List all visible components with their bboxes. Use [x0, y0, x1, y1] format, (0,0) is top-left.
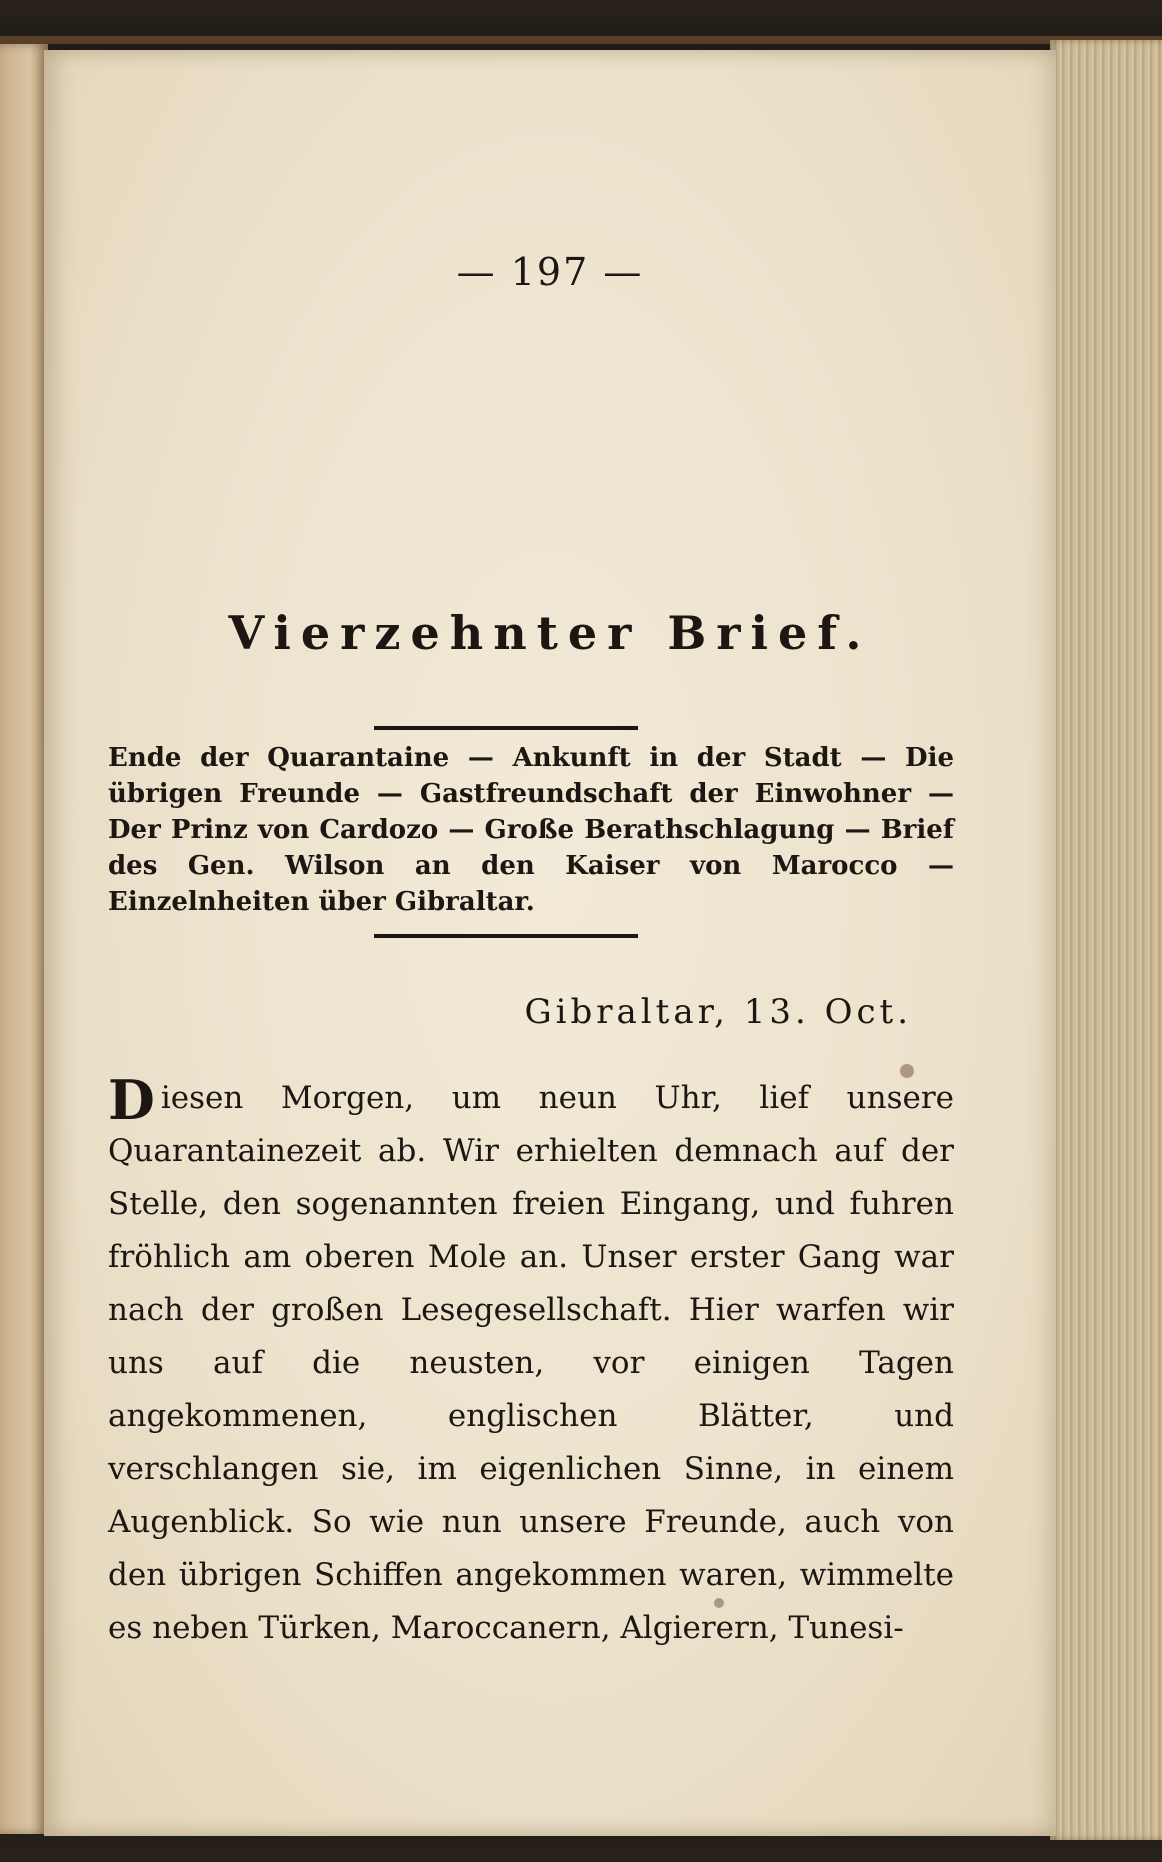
body-paragraph — [108, 1068, 954, 1655]
drop-cap: D — [108, 1068, 155, 1132]
page-number: — 197 — — [456, 250, 644, 294]
book-edge-top — [0, 36, 1162, 44]
rule-bottom — [374, 934, 638, 938]
dateline: Gibraltar, 13. Oct. — [524, 992, 912, 1032]
page-stack-edge — [1050, 40, 1162, 1840]
ink-spot — [714, 1598, 724, 1608]
chapter-summary: Ende der Quarantaine — Ankunft in der Stadt — Die übrigen Freunde — Gastfreundschaft der Einwohner — Der Prinz von Cardozo — Große Berathschlagung — Brief des Gen. Wilson an den Kaiser von Marocco — Einzelnheiten über Gibraltar. — [108, 743, 954, 917]
body-text: iesen Morgen, um neun Uhr, lief unsere Quarantainezeit ab. Wir erhielten demnach auf der Stelle, den sogenannten freien Eingang, und fuhren fröhlich am oberen Mole an. Unser erster Gang war nach der großen Lesegesellschaft. Hier warfen wir uns auf die neusten, vor einigen Tagen angekommenen, englischen Blätter, und verschlangen sie, im eigenlichen Sinne, in einem Augenblick. So wie nun unsere Freunde, auch von den übrigen Schiffen angekommen waren, wimmelte es neben Türken, Maroccanern, Algierern, Tunesi- — [108, 1080, 954, 1646]
book-page — [44, 50, 1056, 1836]
chapter-title: Vierzehnter Brief. — [228, 606, 872, 660]
rule-top — [374, 726, 638, 730]
facing-page-edge — [0, 44, 48, 1834]
ink-spot — [900, 1064, 914, 1078]
